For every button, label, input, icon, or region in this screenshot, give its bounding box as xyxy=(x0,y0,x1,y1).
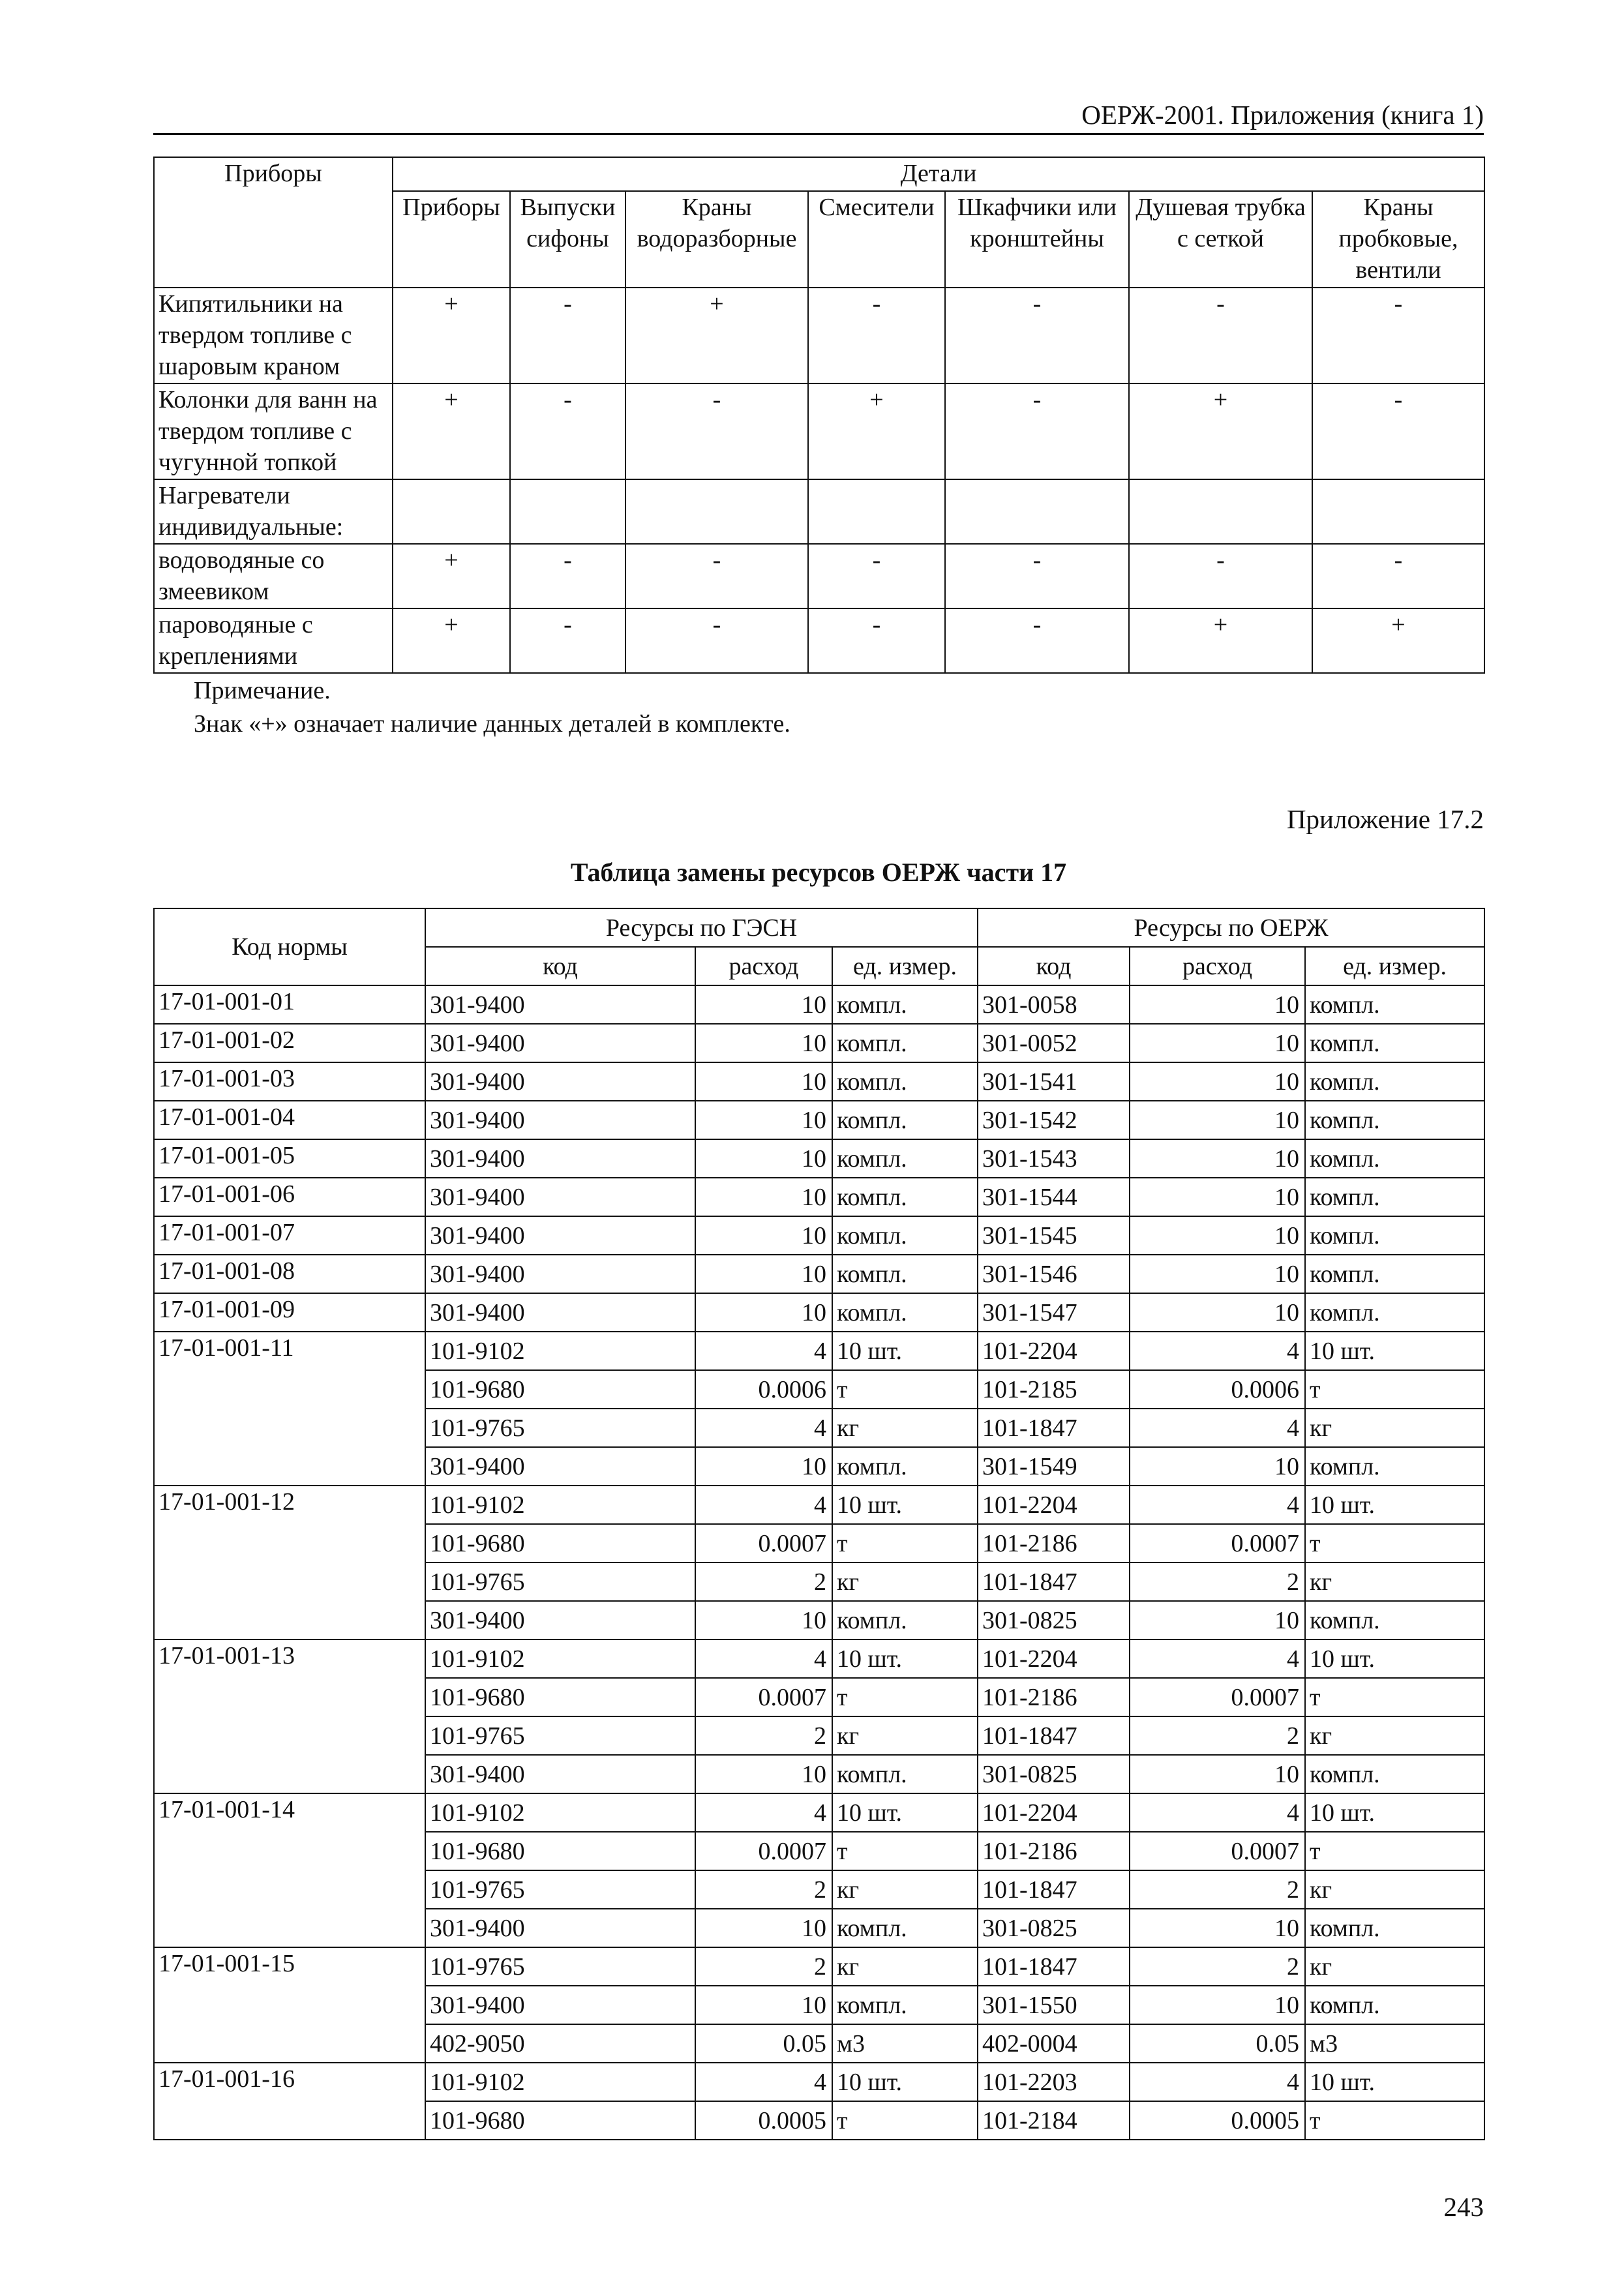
gesn-unit: т xyxy=(832,1524,978,1563)
device-name: Кипятильники на твердом топливе с шаровым краном xyxy=(154,288,393,383)
page-number: 243 xyxy=(1443,2192,1484,2222)
table-row xyxy=(154,544,1484,608)
table-row xyxy=(154,1139,1484,1178)
gesn-rate: 10 xyxy=(695,1601,832,1639)
table-row xyxy=(154,383,1484,479)
gesn-unit: 10 шт. xyxy=(832,2063,978,2101)
norm-code: 17-01-001-03 xyxy=(154,1062,425,1101)
presence-mark: + xyxy=(625,288,808,383)
gesn-unit: компл. xyxy=(832,1447,978,1486)
gesn-rate: 10 xyxy=(695,1755,832,1793)
oerzh-unit: 10 шт. xyxy=(1305,1332,1484,1370)
norm-code: 17-01-001-15 xyxy=(154,1947,425,2063)
oerzh-unit: компл. xyxy=(1305,985,1484,1024)
gesn-code: 402-9050 xyxy=(425,2024,695,2063)
oerzh-unit: компл. xyxy=(1305,1293,1484,1332)
presence-mark: + xyxy=(393,544,510,608)
oerzh-rate: 2 xyxy=(1130,1947,1305,1986)
part-column-header: Душевая трубка с сеткой xyxy=(1129,191,1312,288)
presence-mark xyxy=(625,479,808,544)
oerzh-unit: компл. xyxy=(1305,1024,1484,1062)
oerzh-code: 101-2204 xyxy=(978,1486,1130,1524)
oerzh-rate: 10 xyxy=(1130,1216,1305,1255)
presence-mark: - xyxy=(625,608,808,673)
norm-code: 17-01-001-04 xyxy=(154,1101,425,1139)
table-row xyxy=(154,1486,1484,1524)
col-parts-header: Детали xyxy=(393,157,1484,191)
norm-code: 17-01-001-13 xyxy=(154,1639,425,1793)
presence-mark xyxy=(510,479,625,544)
gesn-unit: кг xyxy=(832,1563,978,1601)
oerzh-rate: 4 xyxy=(1130,1409,1305,1447)
oerzh-unit: компл. xyxy=(1305,1986,1484,2024)
oerzh-unit: т xyxy=(1305,1524,1484,1563)
presence-mark: + xyxy=(393,608,510,673)
oerzh-code: 101-1847 xyxy=(978,1563,1130,1601)
gesn-code: 101-9765 xyxy=(425,1947,695,1986)
gesn-unit: компл. xyxy=(832,1216,978,1255)
gesn-rate: 0.05 xyxy=(695,2024,832,2063)
norm-code: 17-01-001-02 xyxy=(154,1024,425,1062)
gesn-code: 101-9680 xyxy=(425,1370,695,1409)
sub-unit-header: ед. измер. xyxy=(832,947,978,985)
gesn-unit: компл. xyxy=(832,1101,978,1139)
oerzh-code: 101-2204 xyxy=(978,1793,1130,1832)
gesn-code: 101-9765 xyxy=(425,1870,695,1909)
sub-code-header: код xyxy=(978,947,1130,985)
oerzh-unit: 10 шт. xyxy=(1305,1639,1484,1678)
gesn-rate: 0.0007 xyxy=(695,1524,832,1563)
col-norm-code-header: Код нормы xyxy=(154,908,425,985)
gesn-code: 301-9400 xyxy=(425,1447,695,1486)
sub-unit-header: ед. измер. xyxy=(1305,947,1484,985)
appendix-label: Приложение 17.2 xyxy=(1286,804,1484,834)
part-column-header: Смесители xyxy=(808,191,945,288)
gesn-rate: 2 xyxy=(695,1716,832,1755)
gesn-rate: 10 xyxy=(695,1293,832,1332)
gesn-code: 301-9400 xyxy=(425,1101,695,1139)
table-row xyxy=(154,1255,1484,1293)
table-row xyxy=(154,288,1484,383)
oerzh-rate: 4 xyxy=(1130,1486,1305,1524)
presence-mark: - xyxy=(1129,544,1312,608)
gesn-unit: 10 шт. xyxy=(832,1793,978,1832)
oerzh-code: 101-2204 xyxy=(978,1639,1130,1678)
header-rule xyxy=(153,133,1484,135)
gesn-unit: т xyxy=(832,1832,978,1870)
oerzh-code: 301-1543 xyxy=(978,1139,1130,1178)
gesn-rate: 4 xyxy=(695,1639,832,1678)
gesn-code: 301-9400 xyxy=(425,1909,695,1947)
gesn-unit: компл. xyxy=(832,1601,978,1639)
oerzh-rate: 10 xyxy=(1130,1255,1305,1293)
oerzh-unit: т xyxy=(1305,2101,1484,2140)
oerzh-rate: 4 xyxy=(1130,1332,1305,1370)
oerzh-unit: 10 шт. xyxy=(1305,1486,1484,1524)
presence-mark: + xyxy=(393,288,510,383)
oerzh-rate: 0.0007 xyxy=(1130,1678,1305,1716)
gesn-code: 301-9400 xyxy=(425,1255,695,1293)
gesn-code: 101-9102 xyxy=(425,1486,695,1524)
oerzh-rate: 0.0007 xyxy=(1130,1832,1305,1870)
presence-mark: - xyxy=(510,608,625,673)
oerzh-code: 301-0058 xyxy=(978,985,1130,1024)
gesn-rate: 2 xyxy=(695,1947,832,1986)
gesn-rate: 10 xyxy=(695,1062,832,1101)
gesn-rate: 4 xyxy=(695,1793,832,1832)
oerzh-unit: кг xyxy=(1305,1870,1484,1909)
gesn-rate: 4 xyxy=(695,1486,832,1524)
sub-rate-header: расход xyxy=(695,947,832,985)
table-row xyxy=(154,1293,1484,1332)
oerzh-code: 101-2185 xyxy=(978,1370,1130,1409)
gesn-code: 301-9400 xyxy=(425,1293,695,1332)
presence-mark: - xyxy=(625,544,808,608)
gesn-code: 101-9102 xyxy=(425,1332,695,1370)
oerzh-code: 301-0825 xyxy=(978,1909,1130,1947)
oerzh-unit: т xyxy=(1305,1678,1484,1716)
presence-mark: - xyxy=(945,383,1129,479)
oerzh-code: 301-1542 xyxy=(978,1101,1130,1139)
oerzh-rate: 4 xyxy=(1130,1793,1305,1832)
oerzh-rate: 0.0006 xyxy=(1130,1370,1305,1409)
oerzh-rate: 10 xyxy=(1130,1024,1305,1062)
part-column-header: Шкафчики или кронштейны xyxy=(945,191,1129,288)
gesn-rate: 10 xyxy=(695,1909,832,1947)
gesn-code: 301-9400 xyxy=(425,1139,695,1178)
oerzh-rate: 2 xyxy=(1130,1870,1305,1909)
oerzh-rate: 10 xyxy=(1130,1447,1305,1486)
oerzh-rate: 0.0007 xyxy=(1130,1524,1305,1563)
group-oerzh-header: Ресурсы по ОЕРЖ xyxy=(978,908,1484,947)
presence-mark: - xyxy=(1312,544,1484,608)
oerzh-unit: компл. xyxy=(1305,1755,1484,1793)
oerzh-unit: компл. xyxy=(1305,1101,1484,1139)
part-column-header: Краны пробковые, вентили xyxy=(1312,191,1484,288)
gesn-rate: 2 xyxy=(695,1563,832,1601)
gesn-rate: 4 xyxy=(695,2063,832,2101)
oerzh-unit: т xyxy=(1305,1832,1484,1870)
table-row xyxy=(154,1947,1484,1986)
gesn-rate: 10 xyxy=(695,1216,832,1255)
norm-code: 17-01-001-08 xyxy=(154,1255,425,1293)
oerzh-code: 301-1547 xyxy=(978,1293,1130,1332)
oerzh-code: 101-2204 xyxy=(978,1332,1130,1370)
gesn-unit: компл. xyxy=(832,1139,978,1178)
device-name: водоводяные со змеевиком xyxy=(154,544,393,608)
presence-mark: - xyxy=(1129,288,1312,383)
table-row xyxy=(154,1639,1484,1678)
oerzh-rate: 0.0005 xyxy=(1130,2101,1305,2140)
gesn-unit: компл. xyxy=(832,985,978,1024)
presence-mark: - xyxy=(1312,288,1484,383)
oerzh-unit: м3 xyxy=(1305,2024,1484,2063)
device-name: пароводяные с креплениями xyxy=(154,608,393,673)
gesn-unit: кг xyxy=(832,1947,978,1986)
gesn-code: 101-9680 xyxy=(425,2101,695,2140)
gesn-rate: 10 xyxy=(695,1101,832,1139)
oerzh-unit: компл. xyxy=(1305,1062,1484,1101)
table-row xyxy=(154,1062,1484,1101)
oerzh-code: 301-1544 xyxy=(978,1178,1130,1216)
oerzh-code: 101-1847 xyxy=(978,1409,1130,1447)
oerzh-code: 301-1541 xyxy=(978,1062,1130,1101)
part-column-header: Краны водоразборные xyxy=(625,191,808,288)
oerzh-unit: кг xyxy=(1305,1947,1484,1986)
gesn-unit: т xyxy=(832,1678,978,1716)
gesn-code: 101-9765 xyxy=(425,1716,695,1755)
gesn-rate: 0.0007 xyxy=(695,1832,832,1870)
presence-mark: - xyxy=(945,608,1129,673)
gesn-rate: 10 xyxy=(695,1139,832,1178)
resource-replacement-table xyxy=(153,908,1485,2140)
oerzh-code: 101-2184 xyxy=(978,2101,1130,2140)
presence-mark: + xyxy=(1129,608,1312,673)
oerzh-rate: 4 xyxy=(1130,2063,1305,2101)
oerzh-rate: 10 xyxy=(1130,1062,1305,1101)
norm-code: 17-01-001-05 xyxy=(154,1139,425,1178)
table-row xyxy=(154,1216,1484,1255)
gesn-code: 101-9765 xyxy=(425,1409,695,1447)
running-header: ОЕРЖ-2001. Приложения (книга 1) xyxy=(1081,100,1484,130)
presence-mark: - xyxy=(510,544,625,608)
oerzh-unit: т xyxy=(1305,1370,1484,1409)
table-row xyxy=(154,1332,1484,1370)
presence-mark: + xyxy=(1129,383,1312,479)
gesn-code: 301-9400 xyxy=(425,1062,695,1101)
gesn-code: 101-9680 xyxy=(425,1832,695,1870)
presence-mark: - xyxy=(945,544,1129,608)
gesn-rate: 10 xyxy=(695,1986,832,2024)
gesn-unit: компл. xyxy=(832,1178,978,1216)
oerzh-code: 402-0004 xyxy=(978,2024,1130,2063)
table-row xyxy=(154,479,1484,544)
gesn-code: 301-9400 xyxy=(425,1601,695,1639)
gesn-rate: 10 xyxy=(695,1024,832,1062)
gesn-unit: м3 xyxy=(832,2024,978,2063)
norm-code: 17-01-001-06 xyxy=(154,1178,425,1216)
gesn-code: 101-9765 xyxy=(425,1563,695,1601)
oerzh-rate: 10 xyxy=(1130,1178,1305,1216)
gesn-rate: 10 xyxy=(695,1178,832,1216)
norm-code: 17-01-001-01 xyxy=(154,985,425,1024)
table-title: Таблица замены ресурсов ОЕРЖ части 17 xyxy=(570,858,1067,887)
presence-mark: + xyxy=(1312,608,1484,673)
note-text: Знак «+» означает наличие данных деталей в комплекте. xyxy=(194,710,790,738)
group-gesn-header: Ресурсы по ГЭСН xyxy=(425,908,978,947)
oerzh-rate: 4 xyxy=(1130,1639,1305,1678)
gesn-rate: 2 xyxy=(695,1870,832,1909)
norm-code: 17-01-001-09 xyxy=(154,1293,425,1332)
oerzh-rate: 10 xyxy=(1130,1139,1305,1178)
gesn-rate: 0.0006 xyxy=(695,1370,832,1409)
gesn-unit: т xyxy=(832,1370,978,1409)
oerzh-code: 301-1550 xyxy=(978,1986,1130,2024)
col-devices-header: Приборы xyxy=(154,157,393,288)
oerzh-code: 301-1545 xyxy=(978,1216,1130,1255)
norm-code: 17-01-001-11 xyxy=(154,1332,425,1486)
note-title: Примечание. xyxy=(194,677,331,704)
oerzh-unit: компл. xyxy=(1305,1216,1484,1255)
table-row xyxy=(154,1793,1484,1832)
oerzh-unit: 10 шт. xyxy=(1305,2063,1484,2101)
oerzh-rate: 2 xyxy=(1130,1563,1305,1601)
gesn-unit: кг xyxy=(832,1870,978,1909)
gesn-unit: 10 шт. xyxy=(832,1639,978,1678)
norm-code: 17-01-001-16 xyxy=(154,2063,425,2140)
oerzh-code: 101-2203 xyxy=(978,2063,1130,2101)
oerzh-code: 101-2186 xyxy=(978,1678,1130,1716)
table-row xyxy=(154,1024,1484,1062)
gesn-unit: компл. xyxy=(832,1909,978,1947)
oerzh-code: 101-1847 xyxy=(978,1947,1130,1986)
presence-mark xyxy=(1129,479,1312,544)
gesn-code: 101-9680 xyxy=(425,1524,695,1563)
gesn-rate: 10 xyxy=(695,985,832,1024)
presence-mark: - xyxy=(808,288,945,383)
presence-mark xyxy=(808,479,945,544)
oerzh-code: 301-0825 xyxy=(978,1601,1130,1639)
gesn-code: 301-9400 xyxy=(425,1986,695,2024)
oerzh-unit: кг xyxy=(1305,1563,1484,1601)
table-row xyxy=(154,2063,1484,2101)
presence-mark: - xyxy=(808,544,945,608)
oerzh-unit: компл. xyxy=(1305,1178,1484,1216)
oerzh-unit: компл. xyxy=(1305,1909,1484,1947)
presence-mark xyxy=(393,479,510,544)
gesn-code: 301-9400 xyxy=(425,1178,695,1216)
table-row xyxy=(154,1178,1484,1216)
parts-table xyxy=(153,157,1485,674)
oerzh-code: 101-2186 xyxy=(978,1524,1130,1563)
presence-mark: - xyxy=(808,608,945,673)
gesn-unit: 10 шт. xyxy=(832,1486,978,1524)
gesn-unit: кг xyxy=(832,1716,978,1755)
gesn-code: 101-9102 xyxy=(425,1793,695,1832)
oerzh-rate: 10 xyxy=(1130,1101,1305,1139)
gesn-unit: кг xyxy=(832,1409,978,1447)
gesn-code: 301-9400 xyxy=(425,1024,695,1062)
oerzh-unit: компл. xyxy=(1305,1447,1484,1486)
gesn-unit: компл. xyxy=(832,1986,978,2024)
oerzh-unit: кг xyxy=(1305,1716,1484,1755)
gesn-rate: 10 xyxy=(695,1255,832,1293)
norm-code: 17-01-001-12 xyxy=(154,1486,425,1639)
oerzh-code: 101-1847 xyxy=(978,1716,1130,1755)
gesn-unit: компл. xyxy=(832,1293,978,1332)
oerzh-unit: компл. xyxy=(1305,1255,1484,1293)
oerzh-rate: 2 xyxy=(1130,1716,1305,1755)
gesn-code: 101-9680 xyxy=(425,1678,695,1716)
oerzh-rate: 10 xyxy=(1130,1293,1305,1332)
oerzh-code: 101-1847 xyxy=(978,1870,1130,1909)
presence-mark xyxy=(1312,479,1484,544)
gesn-unit: компл. xyxy=(832,1062,978,1101)
gesn-code: 101-9102 xyxy=(425,2063,695,2101)
gesn-rate: 10 xyxy=(695,1447,832,1486)
oerzh-code: 301-0825 xyxy=(978,1755,1130,1793)
oerzh-unit: компл. xyxy=(1305,1139,1484,1178)
presence-mark xyxy=(945,479,1129,544)
presence-mark: + xyxy=(393,383,510,479)
part-column-header: Выпуски сифоны xyxy=(510,191,625,288)
oerzh-code: 301-0052 xyxy=(978,1024,1130,1062)
part-column-header: Приборы xyxy=(393,191,510,288)
gesn-code: 301-9400 xyxy=(425,985,695,1024)
oerzh-rate: 10 xyxy=(1130,1986,1305,2024)
device-name: Колонки для ванн на твердом топливе с чугунной топкой xyxy=(154,383,393,479)
oerzh-unit: компл. xyxy=(1305,1601,1484,1639)
oerzh-rate: 10 xyxy=(1130,985,1305,1024)
oerzh-code: 101-2186 xyxy=(978,1832,1130,1870)
gesn-unit: компл. xyxy=(832,1755,978,1793)
gesn-unit: компл. xyxy=(832,1255,978,1293)
presence-mark: - xyxy=(510,288,625,383)
oerzh-unit: 10 шт. xyxy=(1305,1793,1484,1832)
presence-mark: + xyxy=(808,383,945,479)
device-name: Нагреватели индивидуальные: xyxy=(154,479,393,544)
table-row xyxy=(154,985,1484,1024)
gesn-rate: 4 xyxy=(695,1409,832,1447)
oerzh-code: 301-1546 xyxy=(978,1255,1130,1293)
presence-mark: - xyxy=(1312,383,1484,479)
gesn-code: 301-9400 xyxy=(425,1755,695,1793)
oerzh-rate: 10 xyxy=(1130,1909,1305,1947)
table-row xyxy=(154,608,1484,673)
gesn-code: 101-9102 xyxy=(425,1639,695,1678)
oerzh-unit: кг xyxy=(1305,1409,1484,1447)
sub-rate-header: расход xyxy=(1130,947,1305,985)
gesn-unit: т xyxy=(832,2101,978,2140)
presence-mark: - xyxy=(510,383,625,479)
sub-code-header: код xyxy=(425,947,695,985)
presence-mark: - xyxy=(945,288,1129,383)
gesn-unit: 10 шт. xyxy=(832,1332,978,1370)
gesn-unit: компл. xyxy=(832,1024,978,1062)
gesn-rate: 0.0007 xyxy=(695,1678,832,1716)
norm-code: 17-01-001-14 xyxy=(154,1793,425,1947)
gesn-rate: 4 xyxy=(695,1332,832,1370)
oerzh-rate: 0.05 xyxy=(1130,2024,1305,2063)
gesn-rate: 0.0005 xyxy=(695,2101,832,2140)
table-row xyxy=(154,1101,1484,1139)
presence-mark: - xyxy=(625,383,808,479)
oerzh-code: 301-1549 xyxy=(978,1447,1130,1486)
oerzh-rate: 10 xyxy=(1130,1755,1305,1793)
norm-code: 17-01-001-07 xyxy=(154,1216,425,1255)
gesn-code: 301-9400 xyxy=(425,1216,695,1255)
oerzh-rate: 10 xyxy=(1130,1601,1305,1639)
